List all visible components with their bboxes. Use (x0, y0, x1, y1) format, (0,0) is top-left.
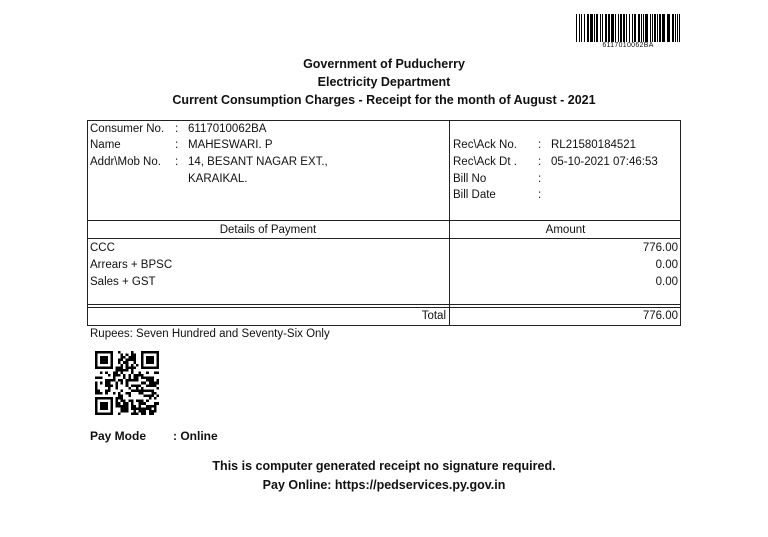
colon: : (538, 139, 542, 151)
total-amount: 776.00 (642, 310, 678, 322)
colon: : (175, 139, 179, 151)
pay-mode-label: Pay Mode (90, 429, 147, 443)
amount-in-words: Rupees: Seven Hundred and Seventy-Six Only (90, 328, 330, 340)
rec-no-value: RL21580184521 (551, 139, 637, 151)
payment-row-label: Sales + GST (90, 276, 156, 288)
table-divider (449, 120, 450, 326)
payment-row-amount: 776.00 (642, 242, 678, 254)
addr-label: Addr\Mob No. (90, 156, 161, 168)
pay-mode-value: : Online (173, 429, 218, 443)
payment-row-amount: 0.00 (655, 259, 678, 271)
colon: : (175, 156, 179, 168)
footer-pay-online: Pay Online: https://pedservices.py.gov.in (262, 478, 506, 492)
payment-row-label: Arrears + BPSC (90, 259, 173, 271)
rec-dt-label: Rec\Ack Dt . (453, 156, 517, 168)
qr-code-image (95, 351, 159, 415)
consumer-no-label: Consumer No. (90, 123, 165, 135)
bill-date-label: Bill Date (453, 189, 496, 201)
table-line-1 (87, 220, 681, 221)
col-details-header: Details of Payment (219, 224, 317, 236)
col-amount-header: Amount (545, 224, 586, 236)
header-receipt-title: Current Consumption Charges - Receipt for the month of August - 2021 (172, 93, 596, 107)
colon: : (538, 189, 542, 201)
header-department: Electricity Department (317, 75, 451, 89)
name-label: Name (90, 139, 121, 151)
bill-no-label: Bill No (453, 173, 487, 185)
colon: : (175, 123, 179, 135)
addr-line1: 14, BESANT NAGAR EXT., (188, 156, 328, 168)
header-government: Government of Puducherry (303, 57, 465, 71)
table-line-2 (87, 238, 681, 239)
footer-note: This is computer generated receipt no signature required. (212, 459, 556, 473)
colon: : (538, 156, 542, 168)
name-value: MAHESWARI. P (188, 139, 273, 151)
table-line-3 (87, 304, 681, 305)
rec-dt-value: 05-10-2021 07:46:53 (551, 156, 658, 168)
payment-row-amount: 0.00 (655, 276, 678, 288)
colon: : (538, 173, 542, 185)
barcode-image (576, 14, 680, 42)
rec-no-label: Rec\Ack No. (453, 139, 517, 151)
payment-row-label: CCC (90, 242, 115, 254)
consumer-no-value: 6117010062BA (188, 123, 267, 135)
barcode-number: 6117010062BA (602, 42, 654, 49)
table-line-4 (87, 307, 681, 308)
total-label: Total (421, 310, 446, 322)
addr-line2: KARAIKAL. (188, 173, 248, 185)
